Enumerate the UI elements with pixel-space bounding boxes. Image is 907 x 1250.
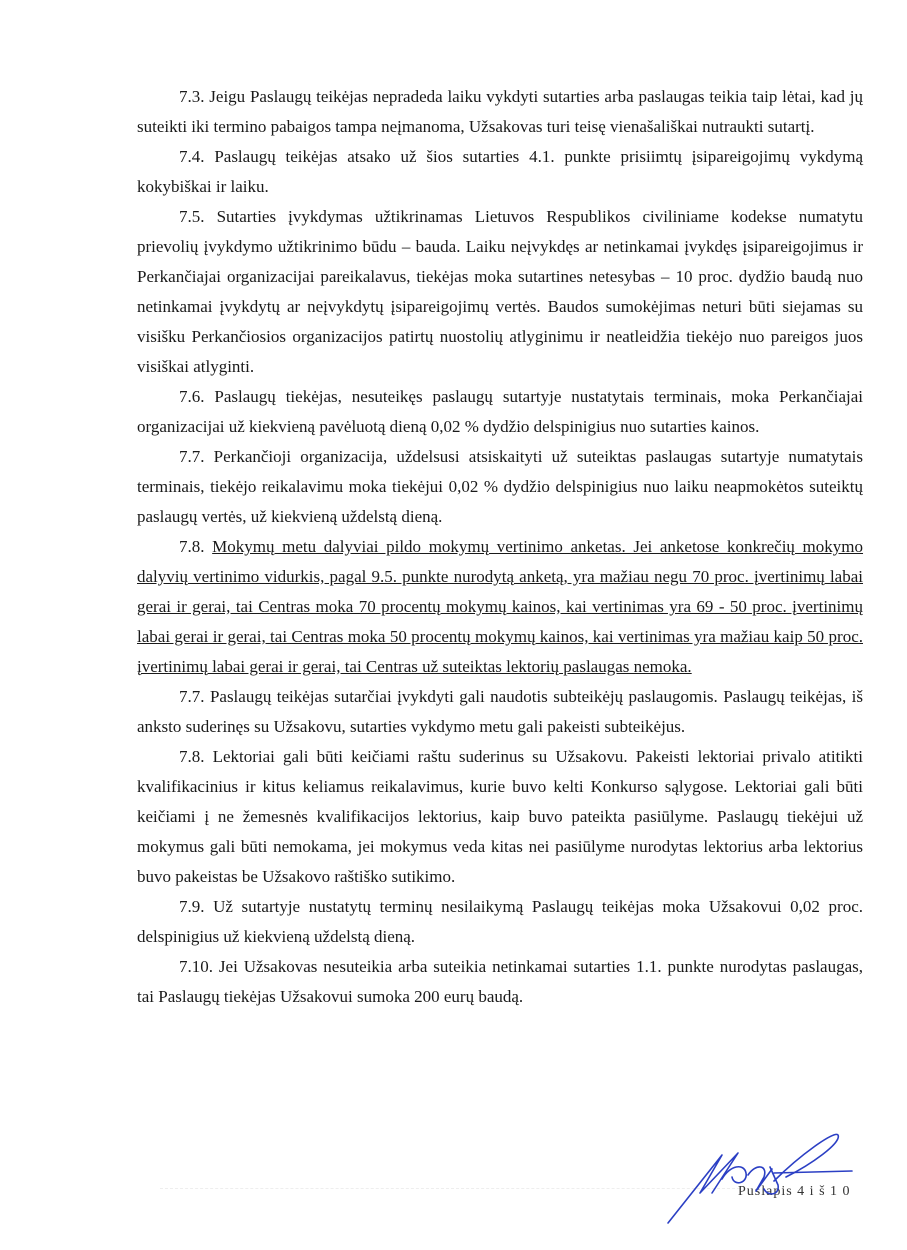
clause-7-8-b: 7.8. Lektoriai gali būti keičiami raštu suderinus su Užsakovu. Pakeisti lektoriai privalo atitikti kvalifikacinius ir kitus keliamus reikalavimus, kurie buvo kelti Konkurso sąlygose. Lektoriai gali būti keičiami į ne žemesnės kvalifikacijos lektorius, kaip buvo pateikta pasiūlyme. Paslaugų tiekėjui už mokymus gali būti nemokama, jei mokymus veda kitas nei pasiūlyme nurodytas lektorius arba lektorius buvo pakeistas be Užsakovo raštiško sutikimo.: [137, 747, 863, 886]
underlined-text: Mokymų metu dalyviai pildo mokymų vertinimo anketas. Jei anketose konkrečių mokymo dalyvių vertinimo vidurkis, pagal 9.5. punkte nurodytą anketą, yra mažiau negu 70 proc. įvertinimų labai gerai ir gerai, tai Centras moka 70 procentų mokymų kainos, kai vertinimas yra 69 - 50 proc. įvertinimų labai gerai ir gerai, tai Centras moka 50 procentų mokymų kainos, kai vertinimas yra mažiau kaip 50 proc. įvertinimų labai gerai ir gerai, tai Centras už suteiktas lektorių paslaugas nemoka.: [137, 537, 864, 676]
clause-number: 7.8.: [179, 537, 205, 556]
clause-7-7-b: 7.7. Paslaugų teikėjas sutarčiai įvykdyti gali naudotis subteikėjų paslaugomis. Paslaugų teikėjas, iš anksto suderinęs su Užsakovu, sutarties vykdymo metu gali pakeisti subteikėjus.: [137, 687, 863, 736]
clause-7-5: 7.5. Sutarties įvykdymas užtikrinamas Lietuvos Respublikos civiliniame kodekse numatytu prievolių įvykdymo užtikrinimo būdu – bauda. Laiku neįvykdęs ar netinkamai įvykdęs įsipareigojimus ir Perkančiajai organizacijai pareikalavus, tiekėjas moka sutartines netesybas – 10 proc. dydžio baudą nuo netinkamai įvykdytų ar neįvykdytų įsipareigojimų vertės. Baudos sumokėjimas neturi būti siejamas su visišku Perkančiosios organizacijos patirtų nuostolių atlyginimu ir neatleidžia tiekėjo nuo pareigos juos visiškai atlyginti.: [137, 207, 863, 376]
clause-7-10: 7.10. Jei Užsakovas nesuteikia arba suteikia netinkamai sutarties 1.1. punkte nurodytas paslaugas, tai Paslaugų tiekėjas Užsakovui sumoka 200 eurų baudą.: [137, 957, 863, 1006]
document-body: [137, 82, 863, 1012]
page-number: Puslapis 4 i š 1 0: [738, 1184, 851, 1199]
clause-7-3: 7.3. Jeigu Paslaugų teikėjas nepradeda laiku vykdyti sutarties arba paslaugas teikia taip lėtai, kad jų suteikti iki termino pabaigos tampa neįmanoma, Užsakovas turi teisę vienašališkai nutraukti sutartį.: [137, 87, 863, 136]
clause-7-8-underlined: [137, 532, 863, 682]
clause-7-6: 7.6. Paslaugų tiekėjas, nesuteikęs paslaugų sutartyje nustatytais terminais, moka Perkančiajai organizacijai už kiekvieną pavėluotą dieną 0,02 % dydžio delspinigius nuo sutarties kainos.: [137, 387, 863, 436]
clause-7-9: 7.9. Už sutartyje nustatytų terminų nesilaikymą Paslaugų teikėjas moka Užsakovui 0,02 proc. delspinigius už kiekvieną uždelstą dieną.: [137, 897, 863, 946]
signature: [660, 1125, 860, 1235]
clause-7-4: 7.4. Paslaugų teikėjas atsako už šios sutarties 4.1. punkte prisiimtų įsipareigojimų vykdymą kokybiškai ir laiku.: [137, 147, 863, 196]
footer-divider: [160, 1188, 740, 1189]
clause-7-7-a: 7.7. Perkančioji organizacija, uždelsusi atsiskaityti už suteiktas paslaugas sutartyje numatytais terminais, tiekėjo reikalavimu moka tiekėjui 0,02 % dydžio delspinigius nuo laiku neapmokėtos suteiktų paslaugų vertės, už kiekvieną uždelstą dieną.: [137, 447, 863, 526]
